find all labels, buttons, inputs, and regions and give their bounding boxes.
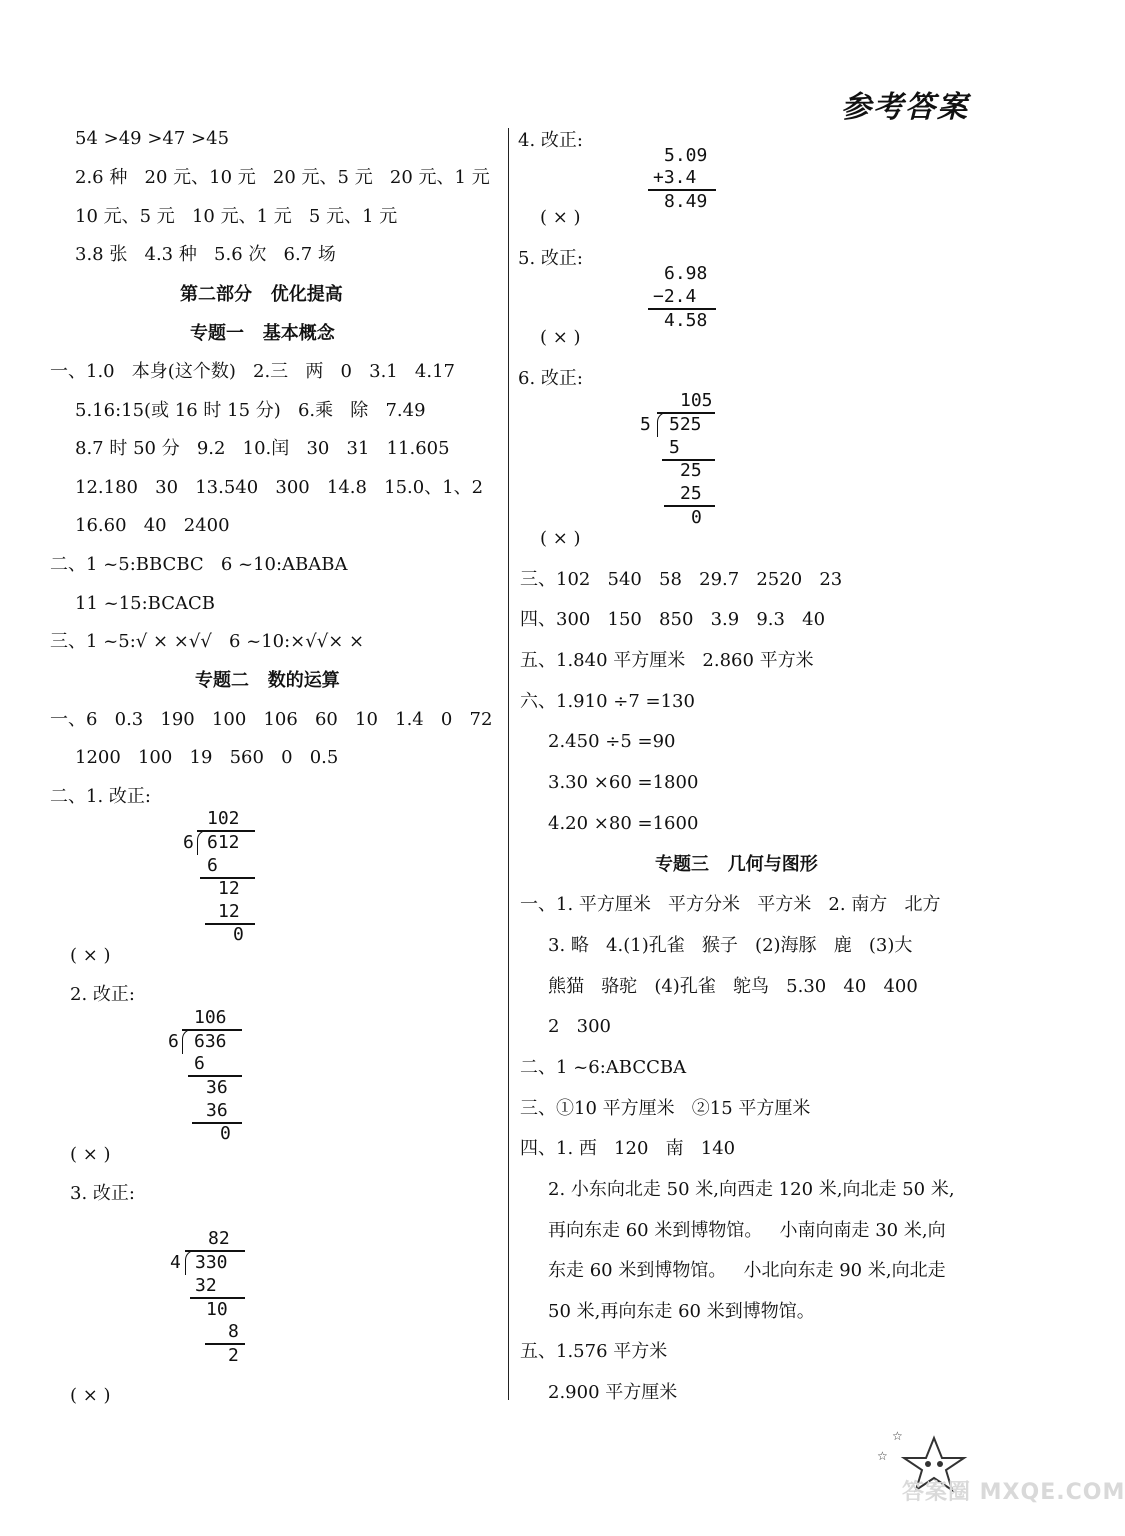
right-line: 一、1. 平方厘米 平方分米 平方米 2. 南方 北方 xyxy=(520,894,941,915)
right-line: 二、1 ~6:ABCCBA xyxy=(520,1057,687,1078)
difference: 4.58 xyxy=(664,310,708,331)
left-line: 二、1 ~5:BBCBC 6 ~10:ABABA xyxy=(50,554,348,575)
left-line: 11 ~15:BCACB xyxy=(75,593,216,614)
watermark-text: 答案圈 MXQE.COM xyxy=(902,1480,1125,1505)
subtrahend: −2.4 xyxy=(653,286,697,307)
dividend: 330 xyxy=(195,1252,228,1273)
right-line: 再向东走 60 米到博物馆。 小南向南走 30 米,向 xyxy=(548,1220,946,1241)
quotient: 106 xyxy=(194,1007,227,1028)
right-line: 6. 改正: xyxy=(518,368,583,389)
left-line: 5.16:15(或 16 时 15 分) 6.乘 除 7.49 xyxy=(75,400,426,421)
left-line: 一、1.0 本身(这个数) 2.三 两 0 3.1 4.17 xyxy=(50,361,455,382)
right-line: 六、1.910 ÷7 =130 xyxy=(520,691,695,712)
section-title: 专题三 几何与图形 xyxy=(655,854,818,875)
watermark xyxy=(872,1429,1125,1530)
left-line: 二、1. 改正: xyxy=(50,786,151,807)
step: 32 xyxy=(195,1275,217,1296)
step-line xyxy=(205,1343,245,1345)
divisor: 6 xyxy=(168,1031,179,1052)
right-line: ( × ) xyxy=(540,528,581,549)
addend: 5.09 xyxy=(664,145,708,166)
divisor: 6 xyxy=(183,832,194,853)
section-title: 第二部分 优化提高 xyxy=(180,284,343,305)
division-bracket xyxy=(182,1029,193,1054)
right-line: 3.30 ×60 =1800 xyxy=(548,772,699,793)
divisor: 5 xyxy=(640,414,651,435)
right-line: 2.900 平方厘米 xyxy=(548,1382,678,1403)
division-bracket xyxy=(657,412,668,437)
step: 25 xyxy=(680,483,702,504)
remainder: 0 xyxy=(691,507,702,528)
right-line: 四、1. 西 120 南 140 xyxy=(520,1138,736,1159)
left-line: 2. 改正: xyxy=(70,984,135,1005)
dividend: 612 xyxy=(207,832,240,853)
left-line: ( × ) xyxy=(70,1144,111,1165)
left-line: 54 >49 >47 >45 xyxy=(75,128,230,149)
right-line: 50 米,再向东走 60 米到博物馆。 xyxy=(548,1301,815,1322)
remainder: 2 xyxy=(228,1345,239,1366)
left-line: 16.60 40 2400 xyxy=(75,515,230,536)
right-line: 五、1.840 平方厘米 2.860 平方米 xyxy=(520,650,814,671)
step: 12 xyxy=(218,878,240,899)
svg-text:☆: ☆ xyxy=(892,1429,903,1443)
right-line: 五、1.576 平方米 xyxy=(520,1341,668,1362)
sum: 8.49 xyxy=(664,191,708,212)
left-line: 12.180 30 13.540 300 14.8 15.0、1、2 xyxy=(75,477,484,498)
right-line: 3. 略 4.(1)孔雀 猴子 (2)海豚 鹿 (3)大 xyxy=(548,935,913,956)
left-line: 10 元、5 元 10 元、1 元 5 元、1 元 xyxy=(75,206,398,227)
right-line: ( × ) xyxy=(540,207,581,228)
step: 36 xyxy=(206,1077,228,1098)
right-line: 4. 改正: xyxy=(518,130,583,151)
left-line: 1200 100 19 560 0 0.5 xyxy=(75,747,339,768)
right-line: 2 300 xyxy=(548,1016,611,1037)
right-line: ( × ) xyxy=(540,327,581,348)
step: 5 xyxy=(669,437,680,458)
step: 10 xyxy=(206,1299,228,1320)
minuend: 6.98 xyxy=(664,263,708,284)
section-title: 专题二 数的运算 xyxy=(195,670,340,691)
quotient: 105 xyxy=(680,390,713,411)
quotient: 82 xyxy=(208,1228,230,1249)
column-divider xyxy=(508,128,509,1400)
divisor: 4 xyxy=(170,1252,181,1273)
right-line: 熊猫 骆驼 (4)孔雀 鸵鸟 5.30 40 400 xyxy=(548,976,918,997)
right-line: 4.20 ×80 =1600 xyxy=(548,813,699,834)
step: 6 xyxy=(194,1053,205,1074)
right-line: 5. 改正: xyxy=(518,248,583,269)
right-line: 三、102 540 58 29.7 2520 23 xyxy=(520,569,843,590)
step: 25 xyxy=(680,460,702,481)
step: 36 xyxy=(206,1100,228,1121)
step-line xyxy=(205,923,255,925)
remainder: 0 xyxy=(220,1123,231,1144)
quotient: 102 xyxy=(207,808,240,829)
left-line: 3.8 张 4.3 种 5.6 次 6.7 场 xyxy=(75,244,336,265)
left-line: ( × ) xyxy=(70,945,111,966)
right-line: 2.450 ÷5 =90 xyxy=(548,731,676,752)
step-line xyxy=(192,1122,242,1124)
right-line: 三、①10 平方厘米 ②15 平方厘米 xyxy=(520,1098,811,1119)
section-title: 专题一 基本概念 xyxy=(190,323,335,344)
left-line: ( × ) xyxy=(70,1385,111,1406)
left-line: 3. 改正: xyxy=(70,1183,135,1204)
right-line: 东走 60 米到博物馆。 小北向东走 90 米,向北走 xyxy=(548,1260,946,1281)
svg-text:☆: ☆ xyxy=(877,1449,888,1463)
left-line: 8.7 时 50 分 9.2 10.闰 30 31 11.605 xyxy=(75,438,450,459)
right-line: 2. 小东向北走 50 米,向西走 120 米,向北走 50 米, xyxy=(548,1179,955,1200)
remainder: 0 xyxy=(233,924,244,945)
left-line: 三、1 ~5:√ × ×√√ 6 ~10:×√√× × xyxy=(50,631,365,652)
step: 8 xyxy=(228,1321,239,1342)
step: 12 xyxy=(218,901,240,922)
left-line: 一、6 0.3 190 100 106 60 10 1.4 0 72 xyxy=(50,709,493,730)
addend: +3.4 xyxy=(653,167,697,188)
dividend: 636 xyxy=(194,1031,227,1052)
dividend: 525 xyxy=(669,414,702,435)
page-header: 参考答案 xyxy=(841,90,969,125)
right-line: 四、300 150 850 3.9 9.3 40 xyxy=(520,609,826,630)
step-line xyxy=(664,505,715,507)
step: 6 xyxy=(207,855,218,876)
left-line: 2.6 种 20 元、10 元 20 元、5 元 20 元、1 元 xyxy=(75,167,490,188)
